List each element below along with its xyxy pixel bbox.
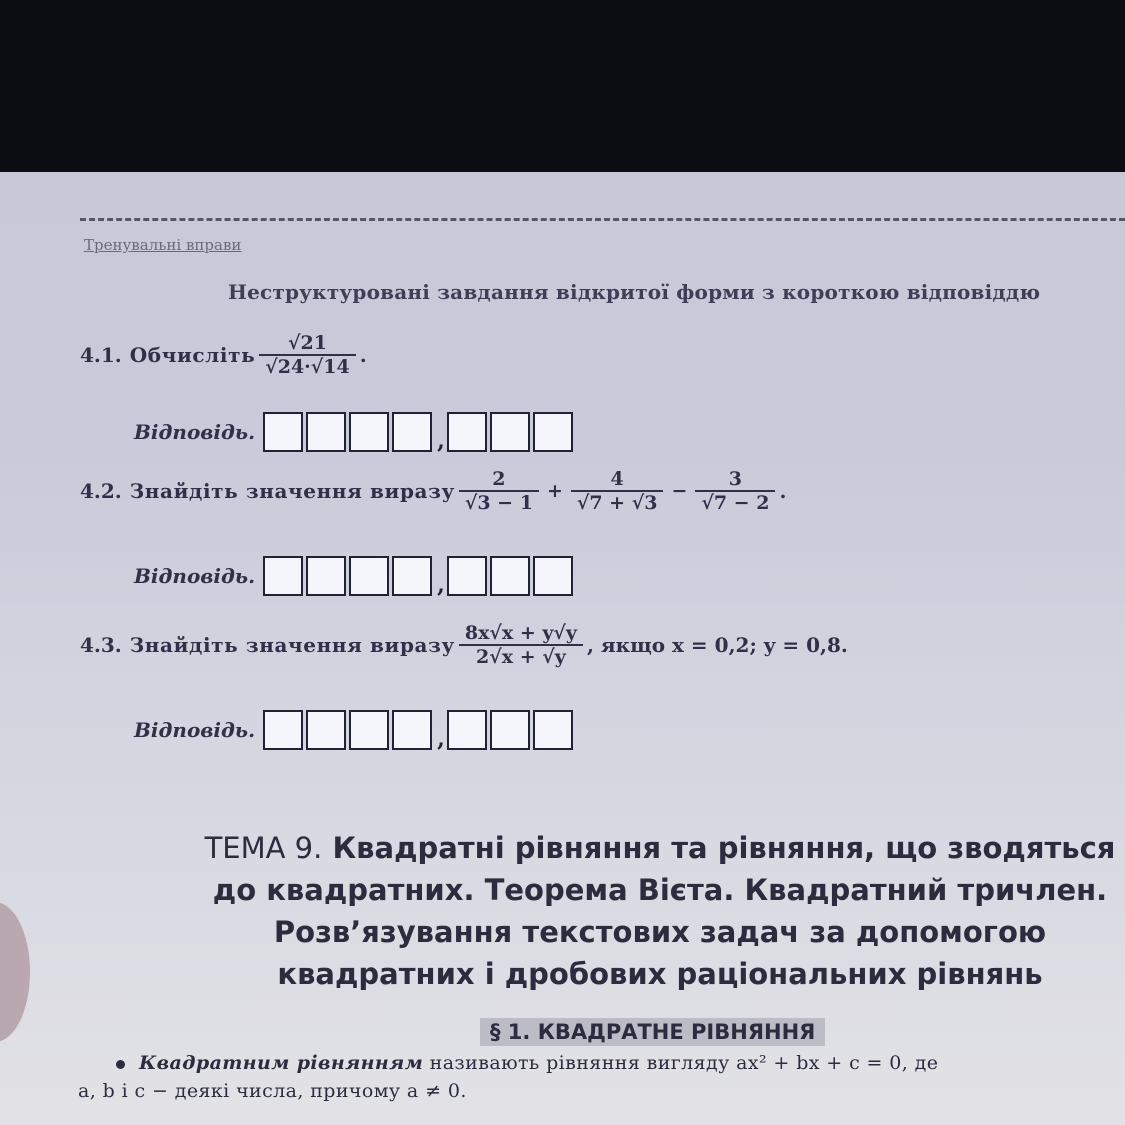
task-prompt: Знайдіть значення виразу xyxy=(129,633,455,657)
decimal-comma: , xyxy=(437,572,445,598)
task-tail: . xyxy=(779,479,787,503)
fraction xyxy=(459,468,539,514)
answer-cell[interactable] xyxy=(349,412,389,452)
answer-cell[interactable] xyxy=(447,710,487,750)
fraction-numerator: 3 xyxy=(728,468,743,490)
theme-line-1-text: Квадратні рівняння та рівняння, що зводяться xyxy=(332,831,1116,865)
task-4-1 xyxy=(80,332,367,378)
answer-cells xyxy=(263,710,576,750)
operator: + xyxy=(546,480,563,502)
finger-shadow xyxy=(0,902,30,1042)
answer-cells xyxy=(263,556,576,596)
answer-cell[interactable] xyxy=(447,556,487,596)
answer-cell[interactable] xyxy=(533,556,573,596)
header-label: Тренувальні вправи xyxy=(84,236,242,254)
answer-cell[interactable] xyxy=(263,412,303,452)
answer-cell[interactable] xyxy=(306,710,346,750)
fraction-denominator: 2√x + √y xyxy=(476,646,566,668)
answer-cell[interactable] xyxy=(392,710,432,750)
answer-row-4-1 xyxy=(134,412,576,452)
fraction xyxy=(571,468,664,514)
task-prompt: Обчисліть xyxy=(129,343,256,367)
section-heading: § 1. КВАДРАТНЕ РІВНЯННЯ xyxy=(480,1018,825,1046)
fraction-denominator: √24·√14 xyxy=(265,356,350,378)
answer-cell[interactable] xyxy=(263,710,303,750)
operator: − xyxy=(671,480,688,502)
definition-term: Квадратним рівнянням xyxy=(139,1052,424,1074)
fraction xyxy=(695,468,775,514)
answer-label: Відповідь. xyxy=(134,718,256,742)
theme-line-3: Розв’язування текстових задач за допомогою xyxy=(273,915,1047,949)
task-4-3 xyxy=(80,622,848,668)
fraction-numerator: 4 xyxy=(610,468,624,490)
definition-text: називають рівняння вигляду ax² + bx + c = 0, де xyxy=(429,1052,939,1074)
answer-cell[interactable] xyxy=(349,710,389,750)
theme-line-1 xyxy=(160,827,1125,869)
answer-label: Відповідь. xyxy=(134,564,256,588)
answer-cell[interactable] xyxy=(392,556,432,596)
answer-row-4-3 xyxy=(134,710,576,750)
theme-heading xyxy=(160,827,1125,995)
section-subtitle: Неструктуровані завдання відкритої форми з короткою відповіддю xyxy=(228,280,1041,304)
theme-line-4: квадратних і дробових раціональних рівнянь xyxy=(277,957,1043,991)
answer-cell[interactable] xyxy=(263,556,303,596)
task-tail: . xyxy=(359,343,367,367)
answer-cell[interactable] xyxy=(533,710,573,750)
fraction xyxy=(259,332,355,378)
answer-cell[interactable] xyxy=(306,556,346,596)
answer-row-4-2 xyxy=(134,556,576,596)
task-prompt: Знайдіть значення виразу xyxy=(129,479,455,503)
answer-cell[interactable] xyxy=(490,556,530,596)
task-number: 4.2. xyxy=(80,479,122,503)
dashed-divider xyxy=(80,218,1125,221)
bullet-icon xyxy=(116,1060,125,1069)
task-4-2 xyxy=(80,468,786,514)
theme-number: ТЕМА 9. xyxy=(204,831,323,865)
answer-cell[interactable] xyxy=(392,412,432,452)
task-number: 4.3. xyxy=(80,633,122,657)
fraction xyxy=(459,622,583,668)
answer-cell[interactable] xyxy=(306,412,346,452)
task-number: 4.1. xyxy=(80,343,122,367)
decimal-comma: , xyxy=(437,428,445,454)
fraction-denominator: √7 − 2 xyxy=(701,492,770,514)
answer-cell[interactable] xyxy=(490,412,530,452)
fraction-numerator: 2 xyxy=(492,468,506,490)
fraction-numerator: 8x√x + y√y xyxy=(464,622,577,644)
theme-line-2: до квадратних. Теорема Вієта. Квадратний тричлен. xyxy=(212,873,1108,907)
answer-cell[interactable] xyxy=(490,710,530,750)
answer-cell[interactable] xyxy=(447,412,487,452)
answer-cell[interactable] xyxy=(349,556,389,596)
fraction-denominator: √7 + √3 xyxy=(576,492,658,514)
answer-cells xyxy=(263,412,576,452)
answer-cell[interactable] xyxy=(533,412,573,452)
fraction-numerator: √21 xyxy=(288,332,327,354)
answer-label: Відповідь. xyxy=(134,420,256,444)
definition-line-2: a, b і c − деякі числа, причому a ≠ 0. xyxy=(78,1080,467,1102)
task-tail: , якщо x = 0,2; y = 0,8. xyxy=(586,633,848,657)
decimal-comma: , xyxy=(437,726,445,752)
fraction-denominator: √3 − 1 xyxy=(464,492,533,514)
textbook-page xyxy=(0,172,1125,1125)
definition-line-1 xyxy=(116,1052,938,1074)
